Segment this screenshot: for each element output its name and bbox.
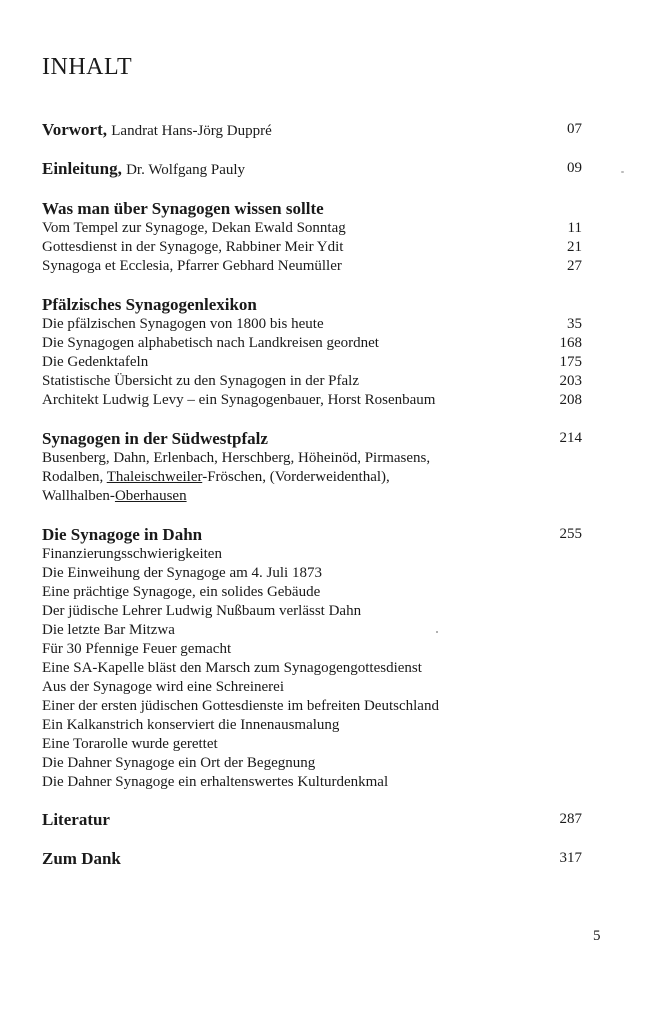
- toc-item-page: 21: [567, 239, 582, 255]
- toc-item-text: Statistische Übersicht zu den Synagogen in der Pfalz: [42, 373, 360, 389]
- toc-item-text: Die pfälzischen Synagogen von 1800 bis heute: [42, 316, 324, 332]
- toc-item: Die letzte Bar Mitzwa: [42, 622, 175, 638]
- toc-item-page: 27: [567, 258, 582, 274]
- toc-item: Eine Torarolle wurde gerettet: [42, 736, 218, 752]
- toc-item: Die Dahner Synagoge ein erhaltenswertes Kulturdenkmal: [42, 774, 389, 790]
- toc-item: Ein Kalkanstrich konserviert die Innenausmalung: [42, 717, 340, 733]
- toc-item: Aus der Synagoge wird eine Schreinerei: [42, 679, 285, 695]
- section-heading-dahn: [42, 525, 582, 544]
- toc-item-text: Gottesdienst in der Synagoge, Rabbiner Meir Ydit: [42, 239, 344, 255]
- entry-page-number: 255: [559, 526, 582, 542]
- toc-item-text: -Fröschen, (Vorderweidenthal),: [202, 469, 390, 485]
- toc-item-page: 11: [567, 220, 582, 236]
- entry-page-number: 214: [559, 430, 582, 446]
- toc-item: [42, 257, 582, 276]
- toc-item-text: Rodalben,: [42, 469, 107, 485]
- toc-item: Eine prächtige Synagoge, ein solides Gebäude: [42, 584, 321, 600]
- toc-entry-literatur: [42, 810, 582, 829]
- toc-item: Finanzierungsschwierigkeiten: [42, 546, 222, 562]
- toc-item: Der jüdische Lehrer Ludwig Nußbaum verlässt Dahn: [42, 603, 362, 619]
- toc-item: Die Einweihung der Synagoge am 4. Juli 1873: [42, 565, 322, 581]
- entry-page-number: 317: [559, 850, 582, 866]
- toc-item: Eine SA-Kapelle bläst den Marsch zum Synagogengottesdienst: [42, 660, 422, 676]
- toc-item-page: 208: [559, 392, 582, 408]
- entry-author: Dr. Wolfgang Pauly: [126, 162, 246, 178]
- entry-page-number: 287: [559, 811, 582, 827]
- section-heading-text: Die Synagoge in Dahn: [42, 525, 203, 544]
- entry-heading: Einleitung,: [42, 159, 122, 178]
- toc-item-text: Vom Tempel zur Synagoge, Dekan Ewald Sonntag: [42, 220, 346, 236]
- entry-heading: Vorwort,: [42, 120, 107, 139]
- toc-item: Busenberg, Dahn, Erlenbach, Herschberg, Höheinöd, Pirmasens,: [42, 450, 431, 466]
- toc-item: [42, 219, 582, 238]
- entry-author: Landrat Hans-Jörg Duppré: [111, 123, 272, 139]
- toc-item: [42, 372, 582, 391]
- toc-item: [42, 238, 582, 257]
- section-heading-was-man: Was man über Synagogen wissen sollte: [42, 199, 324, 218]
- toc-item-text: Die Gedenktafeln: [42, 354, 149, 370]
- toc-item-page: 168: [559, 335, 582, 351]
- section-heading-suedwestpfalz: [42, 429, 582, 448]
- toc-entry-einleitung: [42, 159, 582, 180]
- section-heading-lexikon: Pfälzisches Synagogenlexikon: [42, 295, 257, 314]
- toc-item: Die Dahner Synagoge ein Ort der Begegnung: [42, 755, 316, 771]
- page-number: 5: [593, 928, 601, 944]
- toc-item-text: Die Synagogen alphabetisch nach Landkreisen geordnet: [42, 335, 379, 351]
- entry-page-number: 07: [567, 121, 582, 137]
- toc-item: [42, 391, 582, 410]
- toc-item-text: Architekt Ludwig Levy – ein Synagogenbauer, Horst Rosenbaum: [42, 392, 436, 408]
- toc-item-page: 35: [567, 316, 582, 332]
- entry-heading: Literatur: [42, 810, 110, 829]
- toc-item: [42, 468, 582, 487]
- toc-item-text: Wallhalben-: [42, 488, 115, 504]
- toc-entry-dank: [42, 849, 582, 868]
- toc-item: Einer der ersten jüdischen Gottesdienste im befreiten Deutschland: [42, 698, 439, 714]
- section-heading-text: Synagogen in der Südwestpfalz: [42, 429, 268, 448]
- toc-item: Für 30 Pfennige Feuer gemacht: [42, 641, 232, 657]
- page-title: INHALT: [42, 54, 133, 80]
- scan-speck: [621, 171, 624, 173]
- toc-item-page: 175: [559, 354, 582, 370]
- toc-item-page: 203: [559, 373, 582, 389]
- scan-speck: [436, 631, 438, 633]
- underlined-place-name: Oberhausen: [114, 488, 187, 504]
- toc-item: [42, 353, 582, 372]
- toc-item: [42, 315, 582, 334]
- toc-entry-vorwort: [42, 120, 582, 141]
- toc-item-text: Synagoga et Ecclesia, Pfarrer Gebhard Neumüller: [42, 258, 342, 274]
- entry-heading: Zum Dank: [42, 849, 121, 868]
- toc-item: [42, 334, 582, 353]
- entry-page-number: 09: [567, 160, 582, 176]
- toc-item: [42, 487, 582, 506]
- underlined-place-name: Thaleischweiler: [106, 469, 203, 485]
